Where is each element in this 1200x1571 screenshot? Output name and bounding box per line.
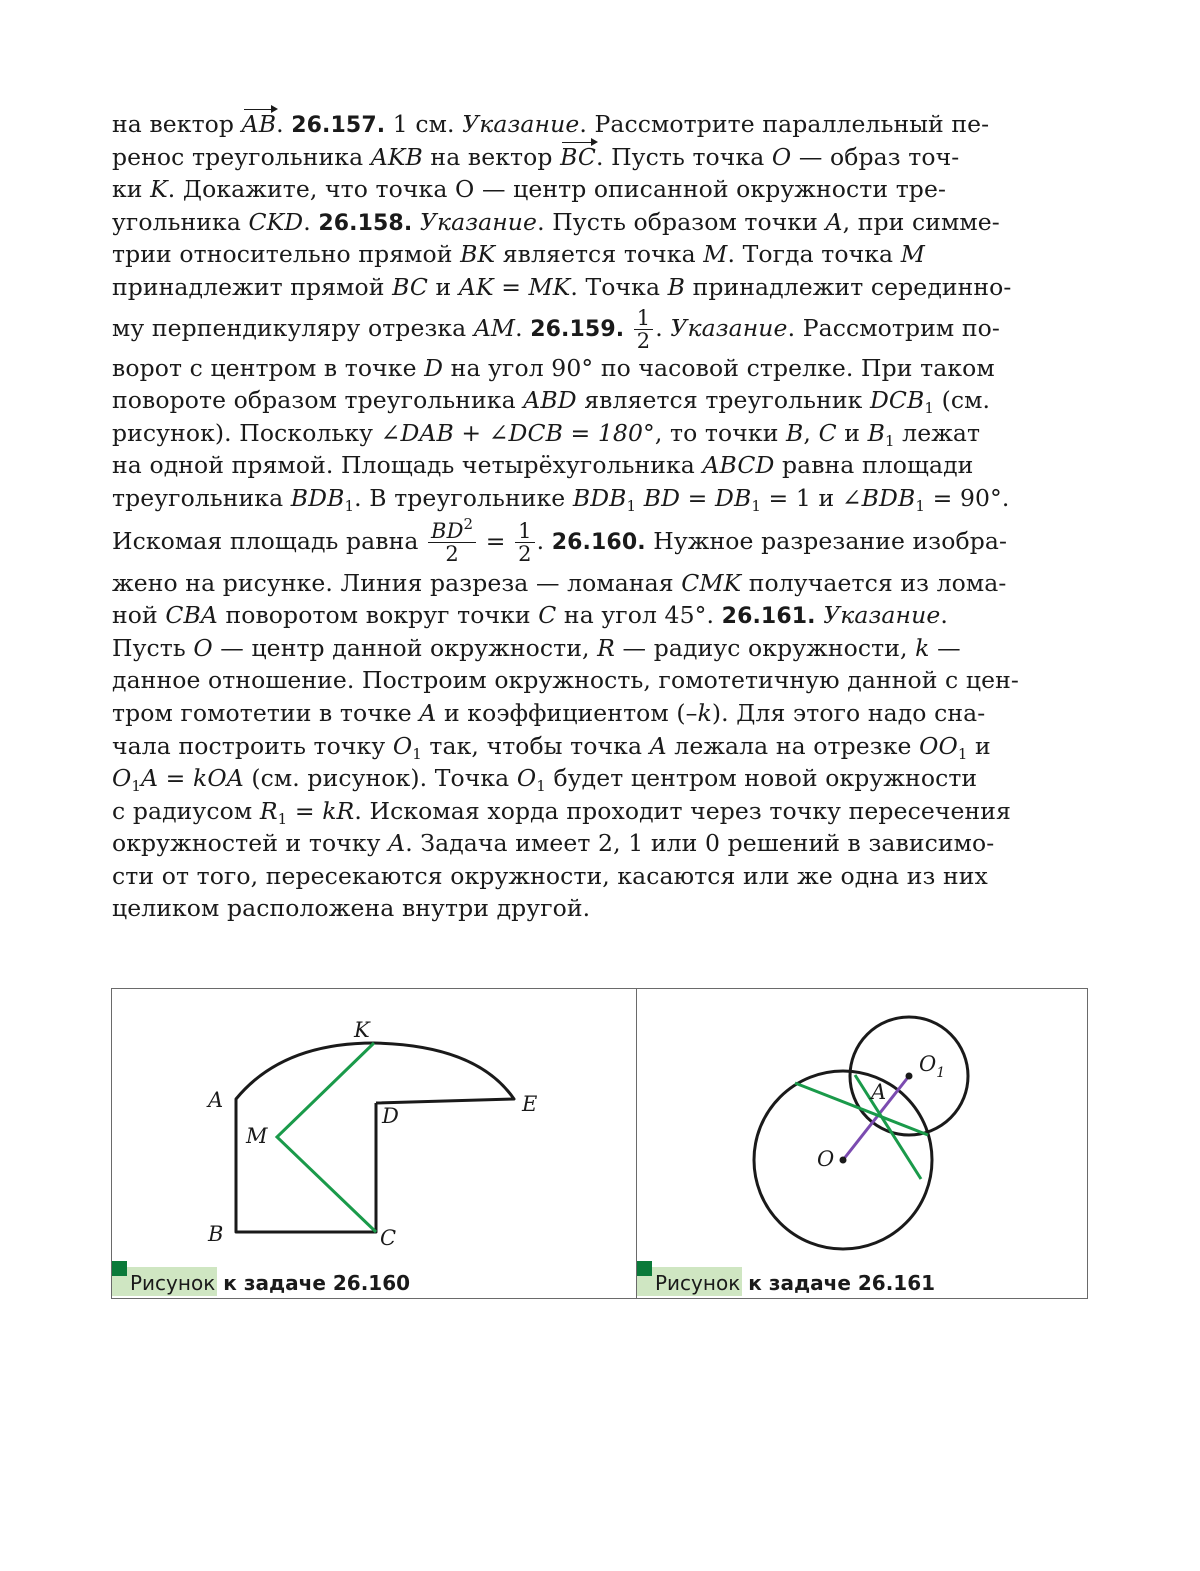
text-line: данное отношение. Построим окружность, гомотетичную данной с цен- — [112, 666, 1019, 695]
text-line: Искомая площадь равна $\frac{BD^2}{2}$ = $\frac{1}{2}$ . 26.160. Нужное разрезание изобра- — [112, 514, 1008, 566]
text-line: трии относительно прямой BK является точка M. Тогда точка M — [112, 240, 925, 269]
label-m: M — [246, 1124, 268, 1148]
text-line: на одной прямой. Площадь четырёхугольника ABCD равна площади — [112, 451, 974, 480]
figure-26-161 — [636, 988, 1088, 1299]
label-c: C — [380, 1226, 397, 1250]
point-o — [840, 1157, 847, 1164]
text-line: Пусть O — центр данной окружности, R — радиус окружности, k — — [112, 633, 961, 662]
text-line: с радиусом $R_1$ = kR. Искомая хорда проходит через точку пересечения — [112, 796, 1011, 828]
label-a: A — [208, 1088, 224, 1112]
text-line: ворот с центром в точке D на угол 90° по часовой стрелке. При таком — [112, 353, 995, 382]
text-line: принадлежит прямой BC и AK = MK. Точка B принадлежит серединно- — [112, 272, 1012, 301]
caption-tag: Рисунок — [637, 1267, 742, 1296]
label-a: A — [871, 1080, 887, 1104]
label-k: K — [354, 1018, 370, 1042]
figure-26-160-drawing — [112, 989, 636, 1298]
text-line: повороте образом треугольника ABD является треугольник $DCB_1$ (см. — [112, 386, 991, 418]
caption-text: к задаче 26.160 — [223, 1271, 411, 1295]
label-o1: $O_1$ — [919, 1052, 946, 1081]
text-line: жено на рисунке. Линия разреза — ломаная CMK получается из лома- — [112, 568, 1007, 597]
caption-tag: Рисунок — [112, 1267, 217, 1296]
text-line: тром гомотетии в точке A и коэффициентом (–k). Для этого надо сна- — [112, 698, 986, 727]
label-d: D — [382, 1104, 399, 1128]
text-line: ренос треугольника AKB на вектор BC. Пусть точка O — образ точ- — [112, 141, 1088, 174]
text-line: на вектор AB. 26.157. 1 см. Указание. Рассмотрите параллельный пе- — [112, 108, 1088, 141]
text-line: целиком расположена внутри другой. — [112, 894, 591, 923]
cut-line-cmk — [277, 1043, 376, 1232]
fraction-one-half: $\frac{1}{2}$ — [634, 307, 653, 352]
text-line: треугольника $BDB_1$. В треугольнике $BDB_1$ BD = $DB_1 = 1$ и $\angle BDB_1 = 90^\circ$. — [112, 483, 1010, 515]
figure-26-160 — [111, 988, 637, 1299]
text-line: ной CBA поворотом вокруг точки C на угол 45°. 26.161. Указание. — [112, 601, 948, 630]
text-line: рисунок). Поскольку ∠DAB + ∠DCB = 180°, то точки B, C и $B_1$ лежат — [112, 418, 981, 450]
text-line: ки K. Докажите, что точка O — центр описанной окружности тре- — [112, 175, 946, 204]
text-line: окружностей и точку A. Задача имеет 2, 1 или 0 решений в зависимо- — [112, 829, 995, 858]
chord-1 — [795, 1083, 928, 1135]
text-line: чала построить точку $O_1$ так, чтобы точка A лежала на отрезке $OO_1$ и — [112, 731, 991, 763]
figure-caption — [112, 1267, 410, 1296]
fraction-one-half: $\frac{1}{2}$ — [515, 520, 534, 565]
text-line: му перпендикуляру отрезка AM. 26.159. $\frac{1}{2}$ . Указание. Рассмотрим по- — [112, 305, 1000, 353]
text-line: угольника CKD. 26.158. Указание. Пусть образом точки A, при симме- — [112, 207, 1000, 236]
label-b: B — [208, 1222, 224, 1246]
text-line: сти от того, пересекаются окружности, касаются или же одна из них — [112, 861, 988, 890]
figure-caption — [637, 1267, 935, 1296]
text-line: $O_1A$ = kOA (см. рисунок). Точка $O_1$ будет центром новой окружности — [112, 764, 978, 796]
label-e: E — [522, 1092, 538, 1116]
figure-26-161-drawing — [637, 989, 1087, 1298]
point-o1 — [906, 1073, 913, 1080]
answer-text — [112, 108, 1088, 925]
label-o: O — [817, 1147, 835, 1171]
caption-text: к задаче 26.161 — [748, 1271, 936, 1295]
fraction-bd-squared: $\frac{BD^2}{2}$ — [428, 520, 476, 565]
